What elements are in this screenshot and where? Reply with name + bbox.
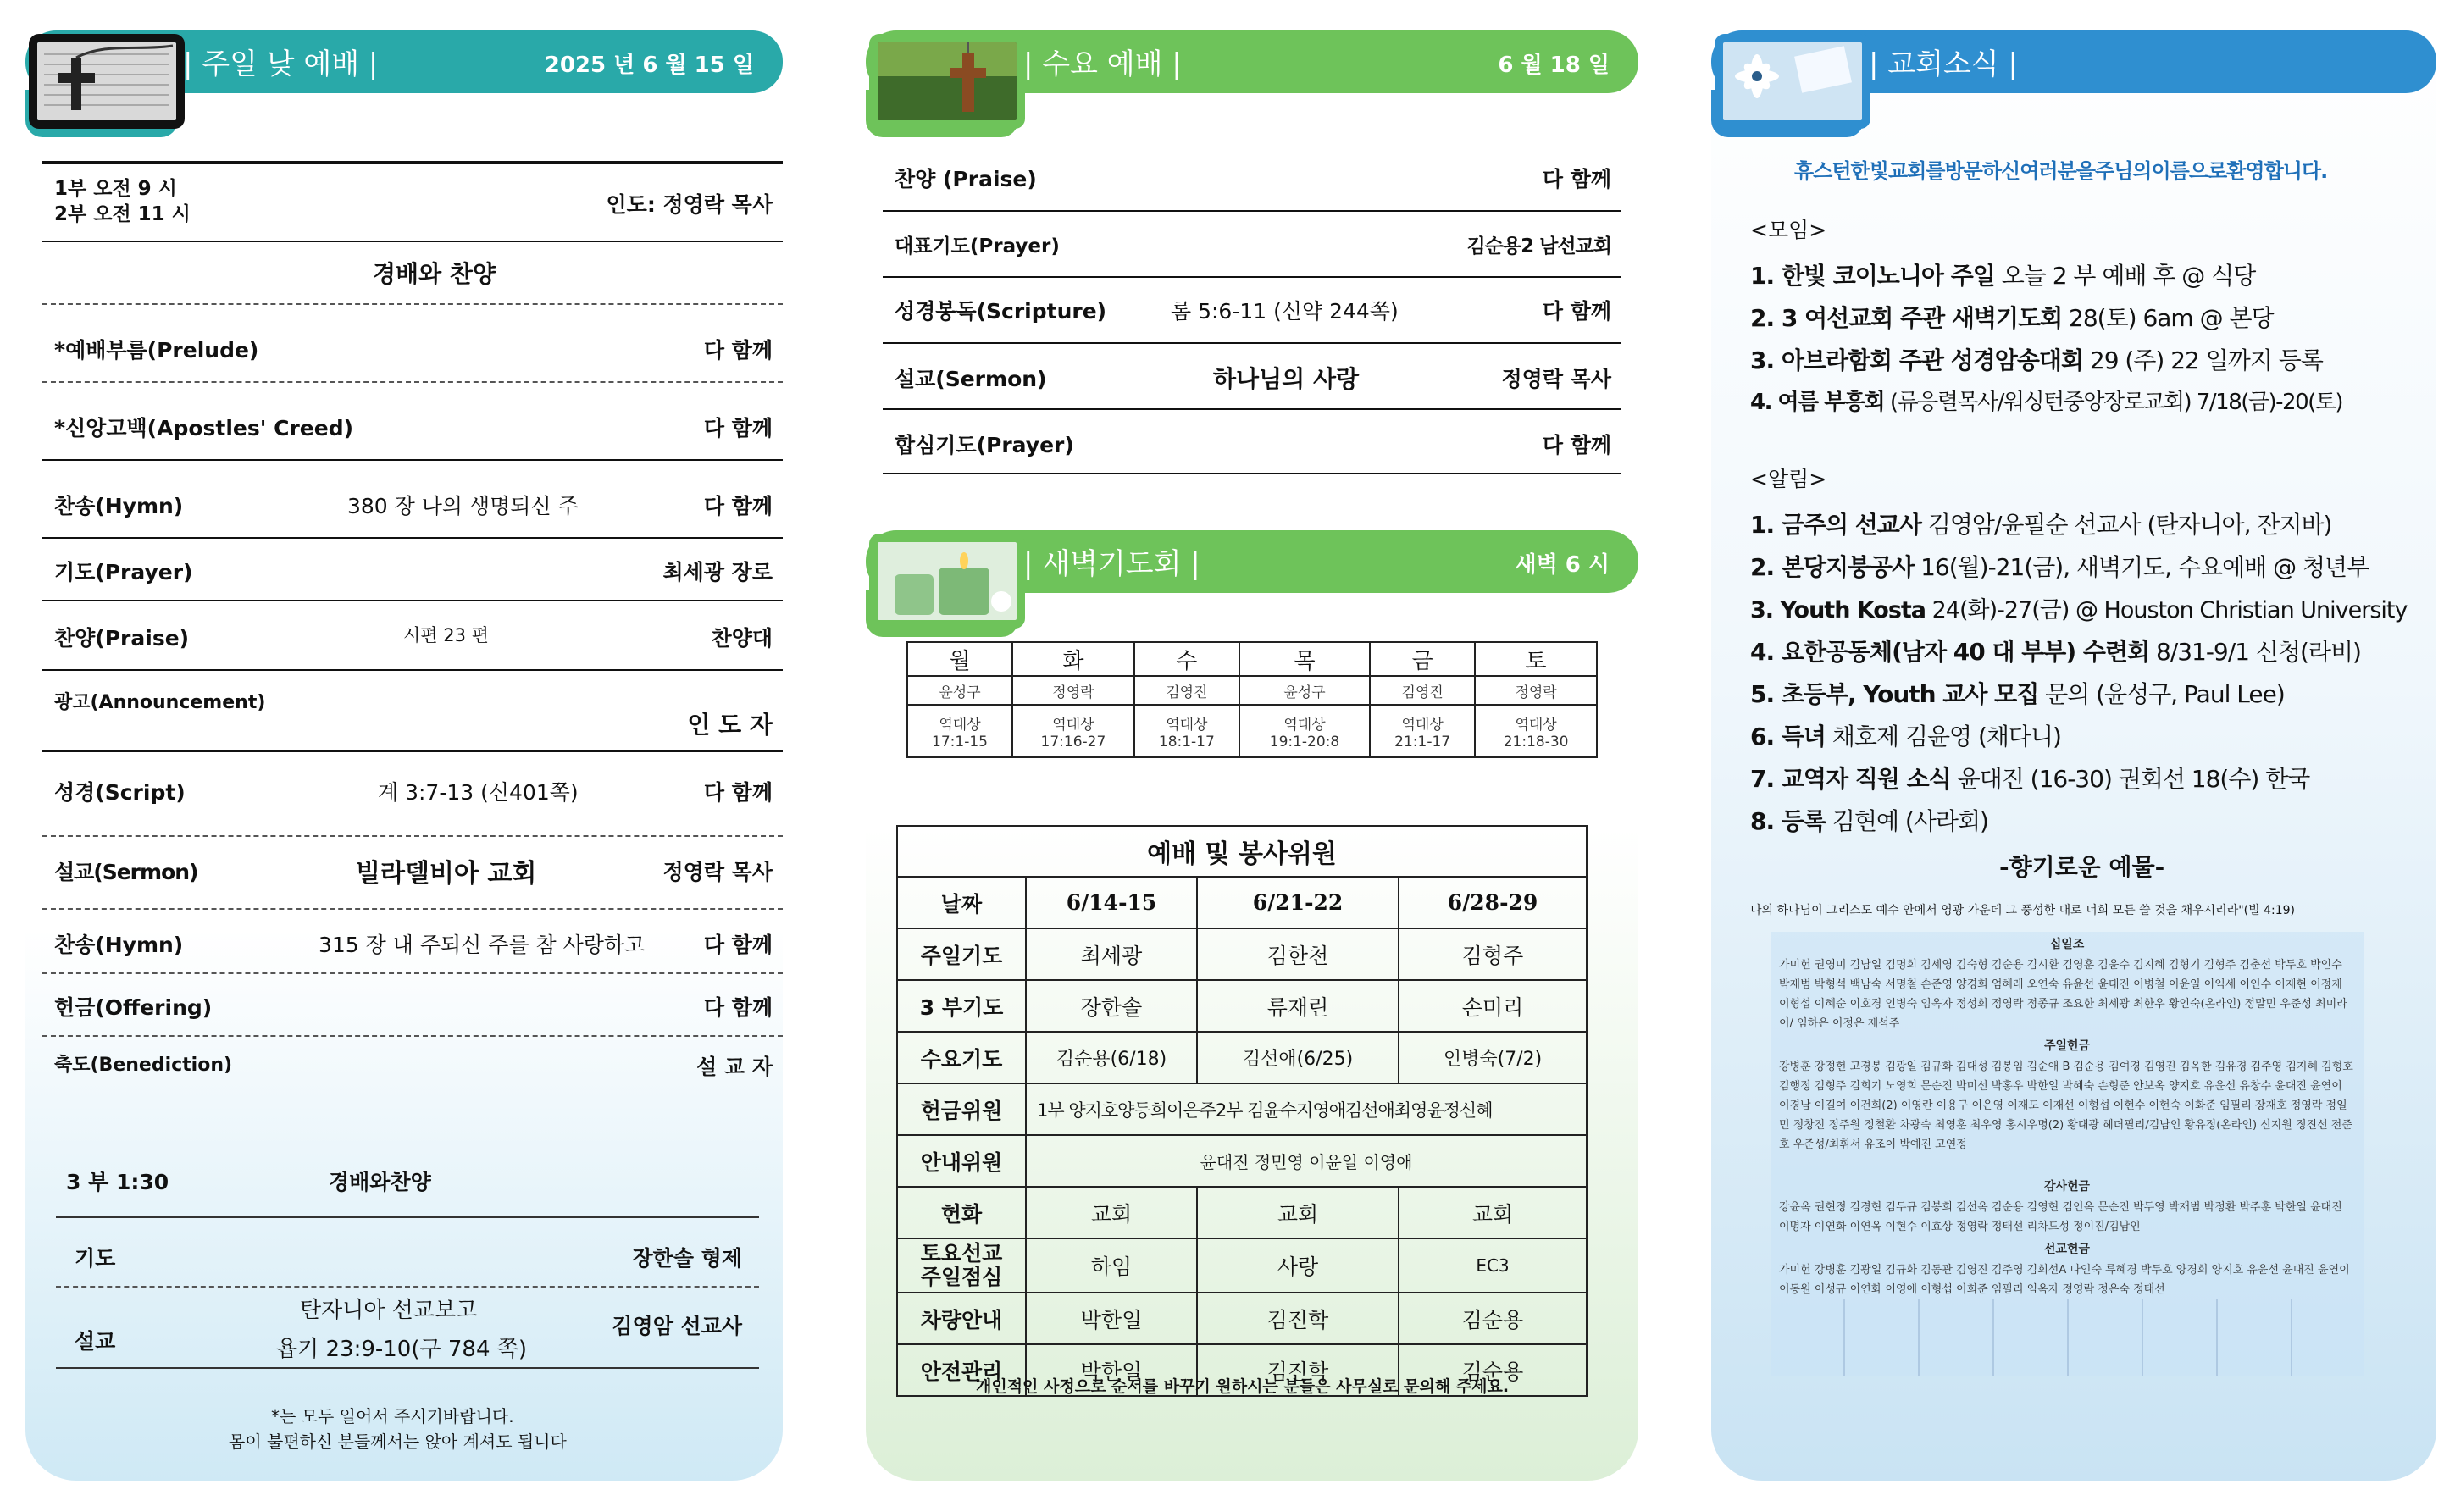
- news-panel: [1711, 30, 2436, 1481]
- list-item: 1. 한빛 코이노니아 주일 오늘 2 부 예배 후 @ 식당: [1750, 262, 2256, 290]
- dawn-schedule-table: 월 화 수 목 금 토 윤성구 정영락 김영진 윤성구 김영진 정영락 역대상 17:1-15 역대상 17:16-27 역대상 18:1-17 역대상 19:1-20:8 역대상 21:1-17 역대상 21:18-30: [906, 641, 1598, 758]
- list-item: 5. 초등부, Youth 교사 모집 문의 (윤성구, Paul Lee): [1750, 680, 2285, 708]
- service-time-1: 1부 오전 9 시: [54, 178, 177, 200]
- dawn-time: 새벽 6 시: [1515, 552, 1610, 578]
- service-time-2: 2부 오전 11 시: [54, 203, 191, 225]
- news-header: [1711, 30, 2436, 93]
- notice-heading: <알림>: [1750, 467, 1827, 491]
- offering-heading: -향기로운 예물-: [1999, 853, 2165, 881]
- sunday-title: | 주일 낮 예배 |: [183, 47, 379, 81]
- list-item: 2. 본당지붕공사 16(월)-21(금), 새벽기도, 수요예배 @ 청년부: [1750, 553, 2369, 581]
- list-item: 4. 요한공동체(남자 40 대 부부) 수련회 8/31-9/1 신청(라비): [1750, 638, 2361, 666]
- list-item: 7. 교역자 직원 소식 윤대진 (16-30) 권회선 18(수) 한국: [1750, 765, 2310, 793]
- list-item: 4. 여름 부흥회 (류응렬목사/워싱턴중앙장로교회) 7/18(금)-20(토): [1750, 390, 2343, 415]
- welcome-message: 휴스턴한빛교회를방문하신여러분을주님의이름으로환영합니다.: [1794, 159, 2328, 183]
- list-item: 2. 3 여선교회 주관 새벽기도회 28(토) 6am @ 본당: [1750, 304, 2274, 332]
- dawn-header: [866, 530, 1638, 593]
- list-item: 3. Youth Kosta 24(화)-27(금) @ Houston Christian University: [1750, 597, 2408, 623]
- wednesday-date: 6 월 18 일: [1498, 53, 1610, 78]
- list-item: 6. 득녀 채호제 김윤영 (채다니): [1750, 723, 2061, 750]
- wooden-cross-image: [869, 34, 1025, 129]
- wednesday-panel: | 수요 예배 | 6 월 18 일 찬양 (Praise) 다 함께 대표기도(Prayer) 김순용2 남선교회 성경봉독(Scripture) 롬 5:6-11 (신약 244쪽) 다 함께 설교(Sermon) 하나님의 사랑 정영락 목사 합심기도(Prayer) 다 함께 | 새벽기도회 | 새벽 6 시 월 화 수 목 금 토 윤성구 정영락 김영진 윤성구 김영진 정영락 역대상 17:1-15 역대상 17:16-27 역대상 18:1-17 역대상 19:1-20:8 역대상 21:1-17 역대상 21:18-30 예배 및 봉사위원 날짜 6/14-15 6/21-22 6/28-29 주일기도 최세광 김한천 김형주 3 부기도 장한솔 류재린 손미리 수요기도 김순용(6/18) 김선애(6/25) 인병숙(7/2) 헌금위원 1부 양지호양등희이은주2부 김윤수지영애김선애최영윤정신혜 안내위원 윤대진 정민영 이윤일 이영애 헌화 교회 교회 교회 토요선교 주일점심 하임 사랑 EC3 차량안내 박한일 김진학 김순용 안전관리 박한일 김진학 김순용 개인적인 사정으로 순서를 바꾸기 원하시는 분들은 사무실로 문의해 주세요.: [866, 30, 1638, 1481]
- list-item: 1. 금주의 선교사 김영암/윤필순 선교사 (탄자니아, 잔지바): [1750, 511, 2332, 539]
- offering-list: 십일조 가미헌 권영미 김남일 김명희 김세영 김숙형 김순용 김시환 김영훈 김윤수 김지혜 김형기 김형주 김춘선 박두호 박인수 박재범 박형석 백남숙 서명철 손준영 양경희 엄혜레 오연숙 유윤선 윤대진 이병철 이윤일 이익세 이인수 이재현 이정재 이형섭 이혜순 이호경 인병숙 임옥자 정성희 정영락 정종규 조요한 최세광 최한우 황인숙(온라인) 정말민 우준성 최미라이/ 임하은 이정은 제석주 주일헌금 강병훈 강정헌 고경봉 김광일 김규화 김대성 김봉임 김순애 B 김순용 김여경 김영진 김옥한 김유경 김주영 김지혜 김형호 김행정 김형주 김희기 노영희 문순진 박미선 박홍우 박한일 박혜숙 손형준 안보옥 양지호 유윤선 유창수 윤대진 윤연이 이경남 이길여 이건희(2) 이영란 이용구 이은영 이재도 이재선 이형섭 이현수 이현숙 이화준 임필리 장재호 정영락 정일민 정창진 정주원 정철환 차광숙 최영훈 최우영 홍시우명(2) 황대광 헤더필리/김남인 황유정(온라인) 신지원 정진선 전준호 우준성/최휘서 유조이 박예진 고연정 감사헌금 강윤옥 권현정 김경현 김두규 김봉희 김선옥 김순용 김영현 김인옥 문순진 박두영 박재범 박정환 박주훈 박한일 윤대진 이명자 이연화 이연옥 이현수 이효상 정영락 정태선 리차드성 정이진/김남인 선교헌금 가미헌 강병훈 김광일 김규화 김동관 김영진 김주영 김희선A 나인숙 류혜경 박두호 양경희 양지호 유윤선 윤대진 윤연이 이동원 이성규 이연화 이영애 이형섭 이희준 임필리 임옥자 정영락 정은숙 정태선: [1771, 932, 2364, 1376]
- bible-cross-image: [29, 34, 185, 129]
- dawn-title: | 새벽기도회 |: [1023, 547, 1200, 581]
- news-title: | 교회소식 |: [1869, 47, 2018, 81]
- sunday-date: 2025 년 6 월 15 일: [544, 53, 754, 78]
- sunday-header: [25, 30, 783, 93]
- sit-note: 몸이 불편하신 분들께서는 앉아 계셔도 됩니다: [229, 1432, 567, 1452]
- candle-image: [869, 534, 1025, 629]
- stand-note: *는 모두 일어서 주시기바랍니다.: [271, 1406, 514, 1426]
- schedule-change-note: 개인적인 사정으로 순서를 바꾸기 원하시는 분들은 사무실로 문의해 주세요.: [976, 1377, 1510, 1396]
- wednesday-title: | 수요 예배 |: [1023, 47, 1182, 81]
- gathering-heading: <모임>: [1750, 218, 1827, 242]
- leader: 인도: 정영락 목사: [606, 192, 773, 217]
- wednesday-header: [866, 30, 1638, 93]
- list-item: 3. 아브라함회 주관 성경암송대회 29 (주) 22 일까지 등록: [1750, 346, 2323, 374]
- bible-verse: 나의 하나님이 그리스도 예수 안에서 영광 가운데 그 풍성한 대로 너희 모든 쓸 것을 채우시리라"(빌 4:19): [1750, 904, 2295, 917]
- section-title: 경배와 찬양: [373, 260, 496, 288]
- sunday-worship-panel: | 주일 낮 예배 | 2025 년 6 월 15 일 1부 오전 9 시 2부 오전 11 시 인도: 정영락 목사 경배와 찬양 *예배부름(Prelude) 다 함께 *신앙고백(Apostles' Creed) 다 함께 찬송(Hymn) 380 장 나의 생명되신 주 다 함께 기도(Prayer) 최세광 장로 찬양(Praise) 시편 23 편 찬양대 광고(Announcement) 인 도 자 성경(Script) 계 3:7-13 (신401쪽) 다 함께 설교(Sermon) 빌라델비아 교회 정영락 목사 찬송(Hymn) 315 장 내 주되신 주를 참 사랑하고 다 함께 헌금(Offering) 다 함께 축도(Benediction) 설 교 자 3 부 1:30 경배와찬양 기도 장한솔 형제 설교 탄자니아 선교보고 욥기 23:9-10(구 784 쪽) 김영암 선교사 *는 모두 일어서 주시기바랍니다. 몸이 불편하신 분들께서는 앉아 계셔도 됩니다: [25, 30, 783, 1481]
- list-item: 8. 등록 김현예 (사라회): [1750, 807, 1988, 835]
- flower-card-image: [1715, 34, 1870, 129]
- service-committee-table: 예배 및 봉사위원 날짜 6/14-15 6/21-22 6/28-29 주일기도 최세광 김한천 김형주 3 부기도 장한솔 류재린 손미리 수요기도 김순용(6/18) 김선애(6/25) 인병숙(7/2) 헌금위원 1부 양지호양등희이은주2부 김윤수지영애김선애최영윤정신혜 안내위원 윤대진 정민영 이윤일 이영애 헌화 교회 교회 교회 토요선교 주일점심 하임 사랑 EC3 차량안내 박한일 김진학 김순용 안전관리 박한일 김진학 김순용: [896, 825, 1588, 1397]
